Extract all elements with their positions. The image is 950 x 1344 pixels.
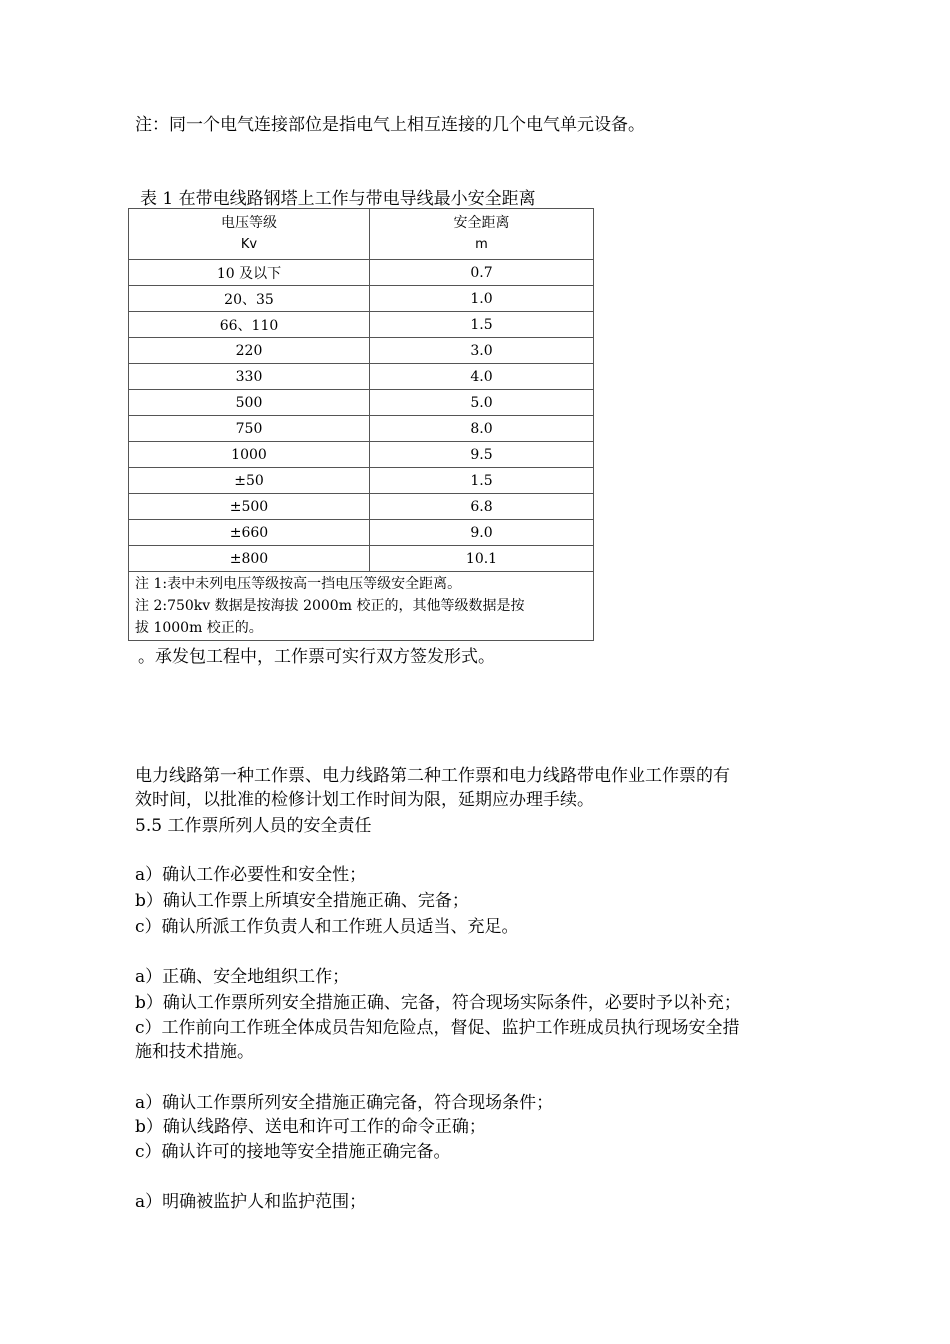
- voltage-cell: 500: [129, 390, 370, 416]
- distance-cell: 6.8: [370, 494, 594, 520]
- list-item: a）明确被监护人和监护范围；: [135, 1192, 367, 1212]
- table-row: [129, 338, 594, 364]
- table-row: [129, 520, 594, 546]
- voltage-cell: 10 及以下: [129, 260, 370, 286]
- list-item-continuation: 施和技术措施。: [135, 1042, 254, 1062]
- voltage-cell: ±500: [129, 494, 370, 520]
- section-heading: 5.5 工作票所列人员的安全责任: [135, 816, 372, 836]
- list-item: c）工作前向工作班全体成员告知危险点，督促、监护工作班成员执行现场安全措: [135, 1018, 740, 1038]
- table-row: [129, 260, 594, 286]
- voltage-cell: 1000: [129, 442, 370, 468]
- distance-cell: 1.0: [370, 286, 594, 312]
- header-voltage-unit: Kv: [240, 237, 258, 252]
- table-row: [129, 442, 594, 468]
- header-voltage: [129, 209, 370, 260]
- table-row: [129, 364, 594, 390]
- voltage-cell: 20、35: [129, 286, 370, 312]
- voltage-cell: ±50: [129, 468, 370, 494]
- note-top: 注：同一个电气连接部位是指电气上相互连接的几个电气单元设备。: [135, 115, 645, 135]
- voltage-cell: 220: [129, 338, 370, 364]
- voltage-cell: 750: [129, 416, 370, 442]
- table-header-row: [129, 209, 594, 260]
- table-caption: 表 1 在带电线路钢塔上工作与带电导线最小安全距离: [140, 189, 536, 209]
- header-distance: [370, 209, 594, 260]
- table-row: [129, 390, 594, 416]
- distance-cell: 0.7: [370, 260, 594, 286]
- table-row: [129, 312, 594, 338]
- distance-cell: 8.0: [370, 416, 594, 442]
- list-item: b）确认工作票上所填安全措施正确、完备；: [135, 891, 469, 911]
- voltage-cell: ±660: [129, 520, 370, 546]
- table-note-1: 注 1:表中未列电压等级按高一挡电压等级安全距离。: [135, 576, 462, 592]
- distance-cell: 5.0: [370, 390, 594, 416]
- table-row: [129, 546, 594, 572]
- list-item: c）确认所派工作负责人和工作班人员适当、充足。: [135, 917, 519, 937]
- table-row: [129, 416, 594, 442]
- header-voltage-label: 电压等级: [221, 215, 277, 231]
- voltage-cell: 330: [129, 364, 370, 390]
- distance-cell: 10.1: [370, 546, 594, 572]
- paragraph-line: 效时间，以批准的检修计划工作时间为限，延期应办理手续。: [135, 790, 594, 810]
- voltage-cell: 66、110: [129, 312, 370, 338]
- distance-cell: 1.5: [370, 312, 594, 338]
- table-row: [129, 494, 594, 520]
- list-item: a）确认工作必要性和安全性；: [135, 865, 367, 885]
- table-row: [129, 286, 594, 312]
- header-distance-label: 安全距离: [453, 215, 510, 231]
- list-item: b）确认线路停、送电和许可工作的命令正确；: [135, 1117, 486, 1137]
- paragraph-line: 电力线路第一种工作票、电力线路第二种工作票和电力线路带电作业工作票的有: [135, 766, 730, 786]
- table-notes: [129, 572, 594, 641]
- distance-cell: 4.0: [370, 364, 594, 390]
- after-table-text: 。承发包工程中，工作票可实行双方签发形式。: [138, 647, 495, 667]
- list-item: b）确认工作票所列安全措施正确、完备，符合现场实际条件，必要时予以补充；: [135, 993, 741, 1013]
- list-item: a）确认工作票所列安全措施正确完备，符合现场条件；: [135, 1093, 554, 1113]
- table-note-2b: 拔 1000m 校正的。: [135, 620, 263, 636]
- distance-cell: 9.5: [370, 442, 594, 468]
- list-item: a）正确、安全地组织工作；: [135, 967, 350, 987]
- distance-cell: 9.0: [370, 520, 594, 546]
- list-item: c）确认许可的接地等安全措施正确完备。: [135, 1142, 451, 1162]
- distance-cell: 3.0: [370, 338, 594, 364]
- table-notes-row: [129, 572, 594, 641]
- header-distance-unit: m: [475, 237, 488, 252]
- safety-distance-table: [128, 208, 594, 641]
- table-row: [129, 468, 594, 494]
- voltage-cell: ±800: [129, 546, 370, 572]
- distance-cell: 1.5: [370, 468, 594, 494]
- table-note-2a: 注 2:750kv 数据是按海拔 2000m 校正的，其他等级数据是按: [135, 598, 525, 614]
